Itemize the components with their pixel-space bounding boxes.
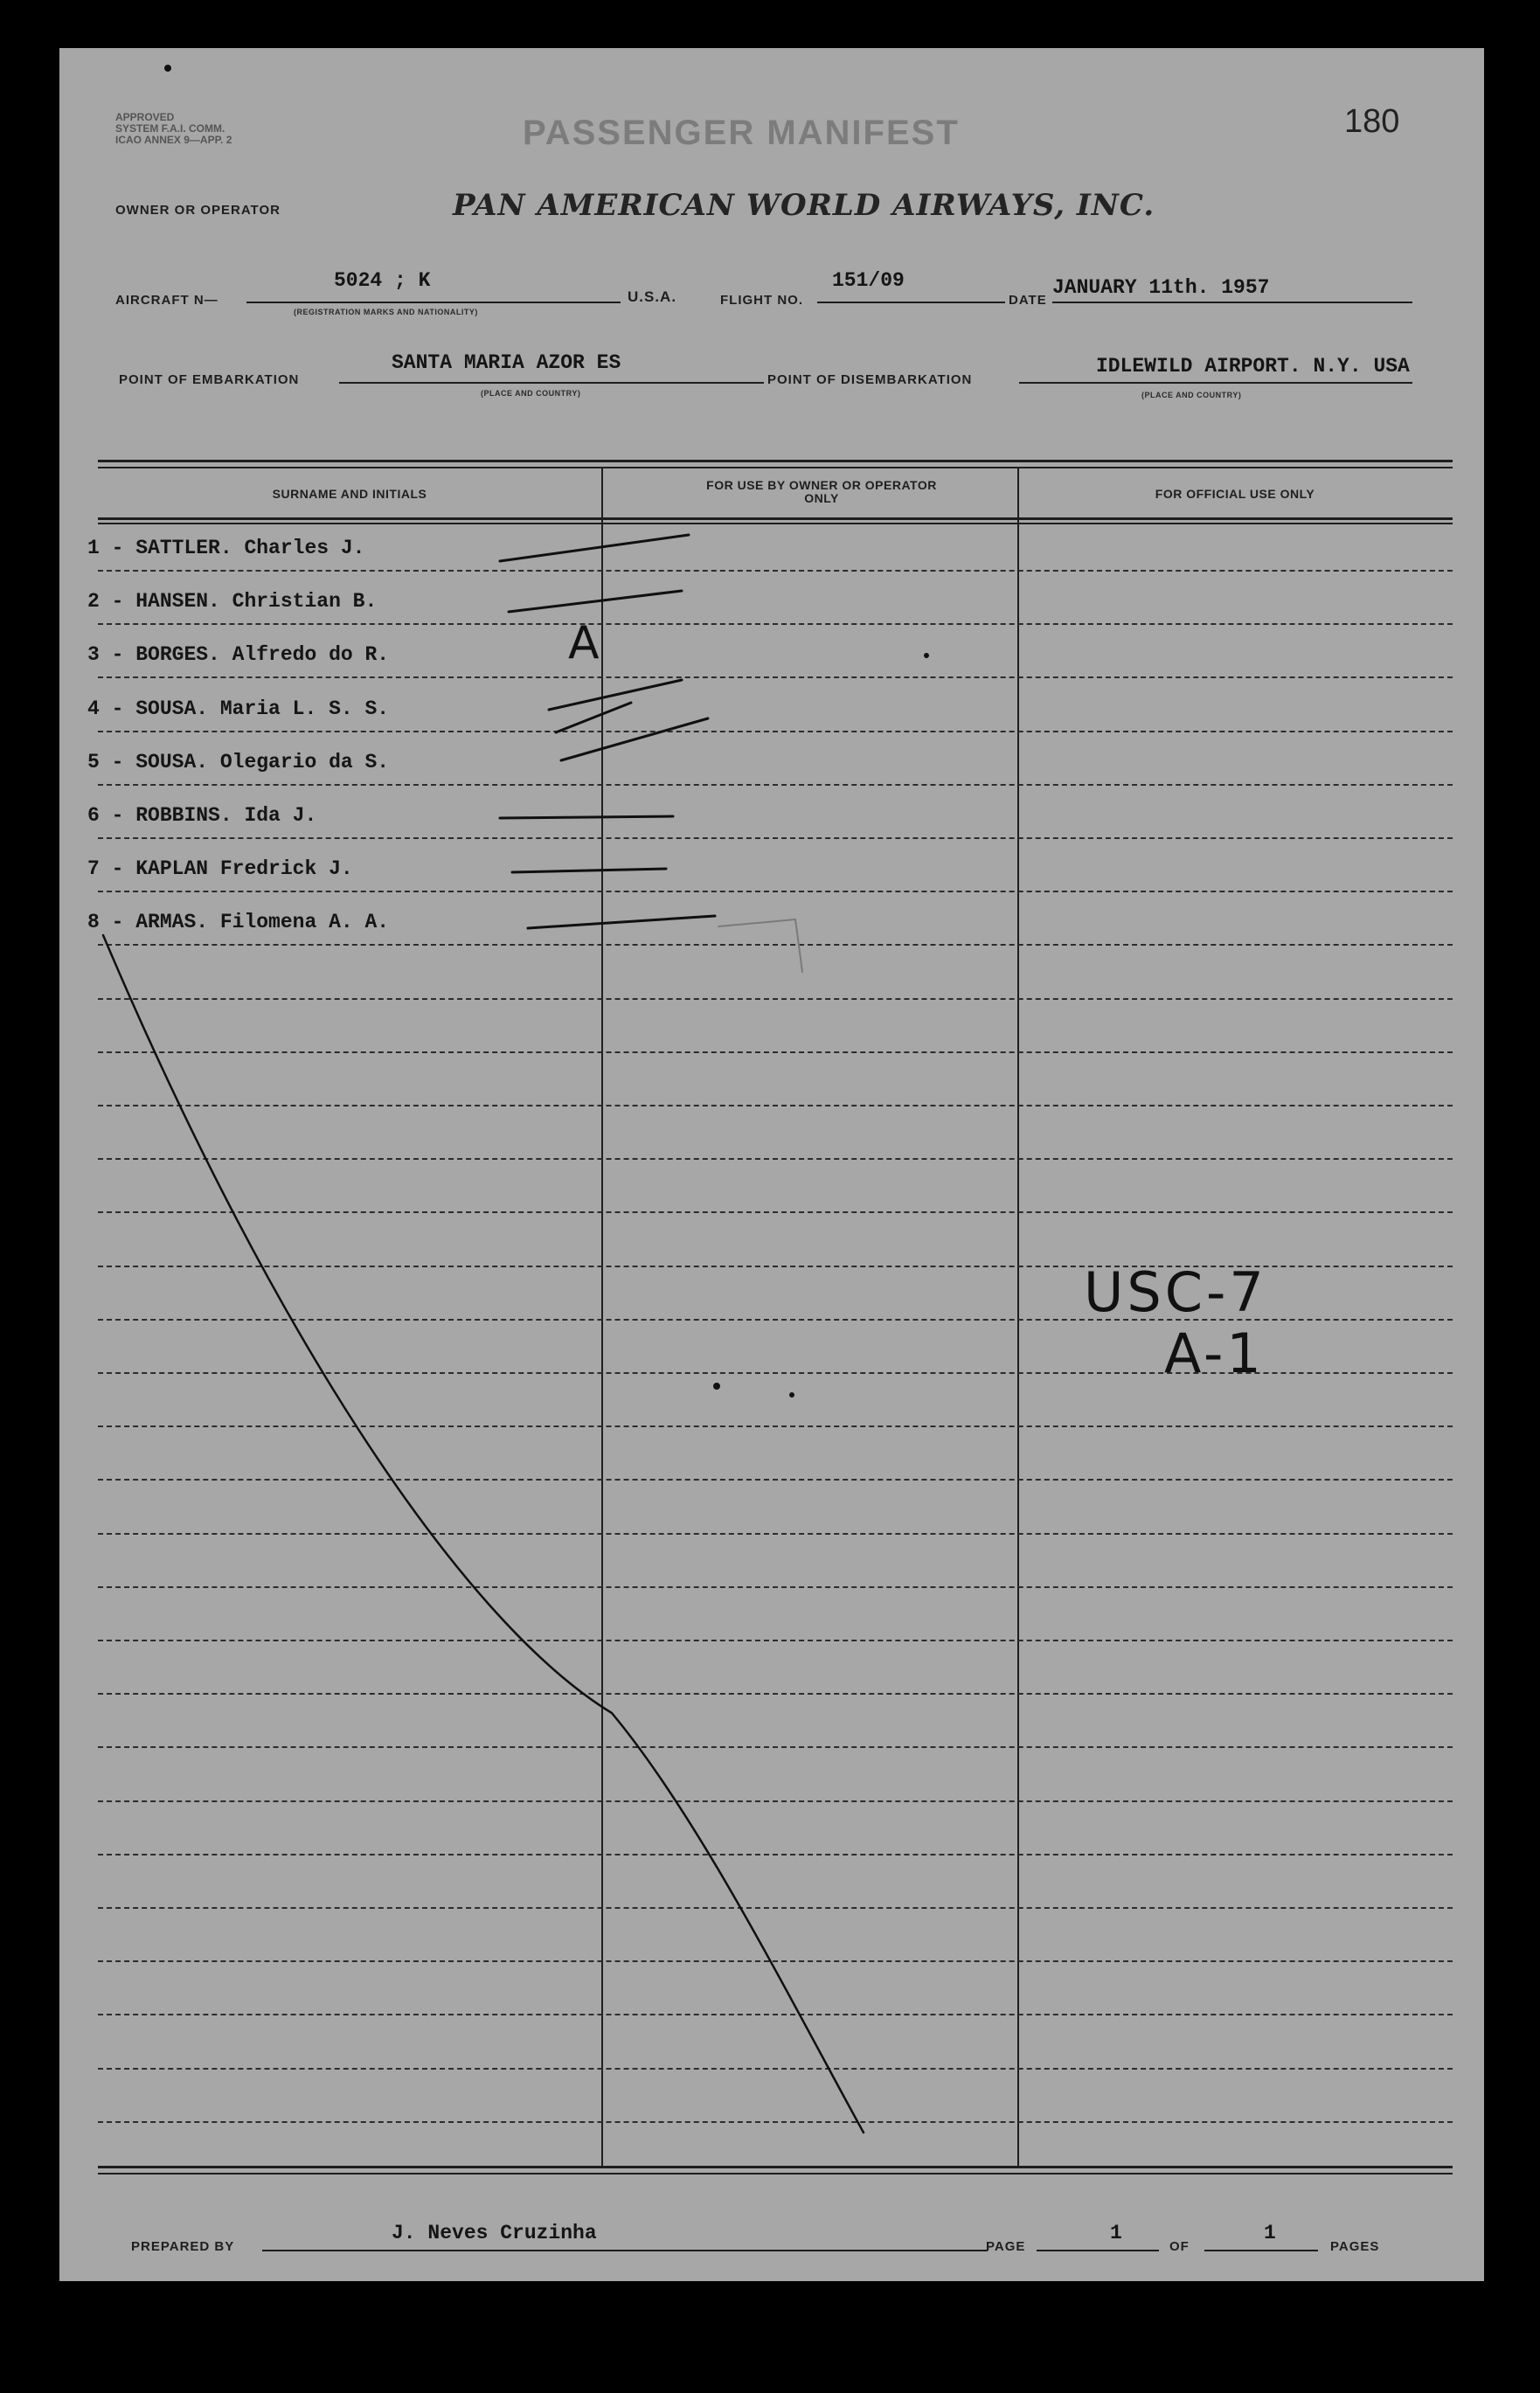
approval-line: ICAO ANNEX 9—APP. 2 — [115, 134, 232, 146]
embark-note: (PLACE AND COUNTRY) — [481, 389, 581, 398]
handwritten-note-line1: USC-7 — [1084, 1260, 1267, 1324]
passenger-row: 7 - KAPLAN Fredrick J. — [87, 857, 353, 880]
embark-value: SANTA MARIA AZOR ES — [392, 351, 621, 374]
row-number: 4 — [87, 697, 100, 720]
tick-stroke — [512, 869, 666, 872]
flight-label: FLIGHT NO. — [720, 293, 803, 308]
prepared-underline — [262, 2250, 988, 2251]
passenger-name: ARMAS. Filomena A. A. — [135, 911, 390, 933]
approval-line: SYSTEM F.A.I. COMM. — [115, 122, 225, 135]
prepared-value: J. Neves Cruzinha — [392, 2222, 597, 2244]
approval-line: APPROVED — [115, 111, 175, 123]
owner-label: OWNER OR OPERATOR — [115, 203, 281, 218]
date-label: DATE — [1009, 293, 1047, 308]
column-header-owner: FOR USE BY OWNER OR OPERATOR ONLY — [706, 478, 937, 505]
tick-stroke — [509, 591, 682, 612]
page-number-stamp: 180 — [1344, 103, 1400, 140]
speck — [164, 65, 171, 72]
passenger-name: SATTLER. Charles J. — [135, 537, 365, 559]
aircraft-label: AIRCRAFT N— — [115, 293, 219, 308]
row-number: 1 — [87, 537, 100, 559]
row-number: 7 — [87, 857, 100, 880]
page-underline — [1037, 2250, 1159, 2251]
handwritten-note-line2: A-1 — [1164, 1321, 1265, 1385]
passenger-row: 3 - BORGES. Alfredo do R. — [87, 643, 390, 666]
passenger-name: KAPLAN Fredrick J. — [135, 857, 353, 880]
speck — [713, 1383, 720, 1390]
row-number: 5 — [87, 751, 100, 773]
disembark-label: POINT OF DISEMBARKATION — [767, 372, 973, 387]
date-value: JANUARY 11th. 1957 — [1052, 276, 1270, 299]
tick-stroke — [561, 718, 708, 760]
row-number: 6 — [87, 804, 100, 827]
row-number: 2 — [87, 590, 100, 613]
page-label: PAGE — [986, 2239, 1026, 2254]
faint-bracket — [718, 919, 802, 972]
passenger-row: 4 - SOUSA. Maria L. S. S. — [87, 697, 390, 720]
of-label: OF — [1169, 2239, 1190, 2254]
tick-stroke — [528, 916, 715, 928]
of-value: 1 — [1264, 2222, 1276, 2244]
registration-note: (REGISTRATION MARKS AND NATIONALITY) — [294, 308, 478, 316]
aircraft-value: 5024 ; K — [334, 269, 431, 292]
column-header-surname: SURNAME AND INITIALS — [272, 487, 427, 501]
document-title: PASSENGER MANIFEST — [523, 114, 960, 152]
row-number: 3 — [87, 643, 100, 666]
cancel-diagonal-line — [103, 935, 864, 2133]
handwritten-marker: A — [568, 617, 600, 669]
tick-stroke — [500, 816, 673, 818]
column-header-official: FOR OFFICIAL USE ONLY — [1155, 487, 1315, 501]
usa-label: U.S.A. — [628, 288, 677, 305]
passenger-row: 6 - ROBBINS. Ida J. — [87, 804, 317, 827]
speck — [924, 653, 929, 658]
passenger-name: HANSEN. Christian B. — [135, 590, 378, 613]
company-name: PAN AMERICAN WORLD AIRWAYS, INC. — [453, 188, 1155, 223]
tick-stroke — [549, 680, 682, 732]
passenger-name: BORGES. Alfredo do R. — [135, 643, 390, 666]
pages-label: PAGES — [1330, 2239, 1380, 2254]
of-underline — [1204, 2250, 1318, 2251]
passenger-row: 5 - SOUSA. Olegario da S. — [87, 751, 390, 773]
passenger-row: 8 - ARMAS. Filomena A. A. — [87, 911, 390, 933]
row-number: 8 — [87, 911, 100, 933]
prepared-label: PREPARED BY — [131, 2239, 235, 2254]
disembark-note: (PLACE AND COUNTRY) — [1141, 391, 1242, 399]
tick-stroke — [500, 535, 689, 561]
flight-value: 151/09 — [832, 269, 905, 292]
disembark-value: IDLEWILD AIRPORT. N.Y. USA — [1096, 355, 1410, 378]
speck — [789, 1392, 794, 1398]
embark-label: POINT OF EMBARKATION — [119, 372, 300, 387]
passenger-row: 2 - HANSEN. Christian B. — [87, 590, 378, 613]
passenger-row: 1 - SATTLER. Charles J. — [87, 537, 365, 559]
passenger-name: ROBBINS. Ida J. — [135, 804, 317, 827]
passenger-name: SOUSA. Maria L. S. S. — [135, 697, 390, 720]
page-value: 1 — [1110, 2222, 1122, 2244]
passenger-name: SOUSA. Olegario da S. — [135, 751, 390, 773]
